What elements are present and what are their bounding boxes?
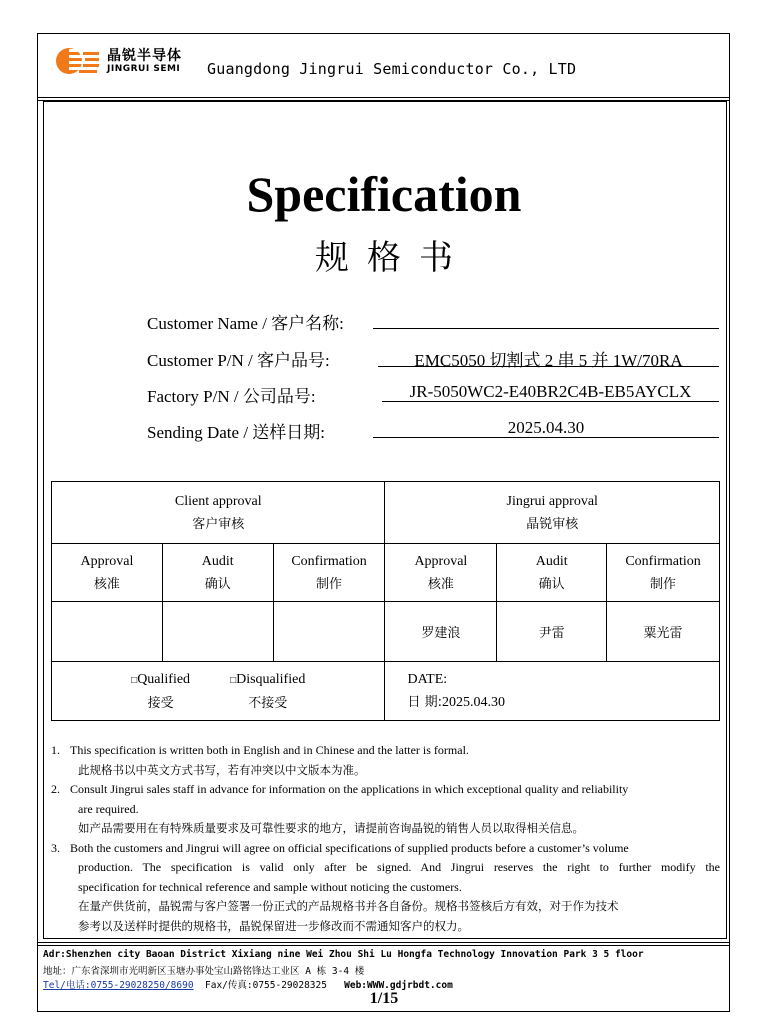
qualified-checkbox[interactable]: □: [131, 674, 138, 686]
factory-pn-label: Factory P/N / 公司品号:: [147, 387, 316, 406]
signature-cell: 罗建浪: [385, 602, 497, 662]
col-audit-jingrui: Audit 确认: [497, 544, 607, 602]
customer-name-label: Customer Name / 客户名称:: [147, 314, 344, 333]
client-approval-header: Client approval 客户审核: [52, 482, 385, 544]
footer-fax: Fax/传真:0755-29028325: [205, 980, 327, 991]
footer-contacts: [43, 977, 453, 991]
doc-title: Specification: [246, 166, 522, 222]
header: [55, 44, 182, 78]
col-confirmation-client: Confirmation 制作: [273, 544, 385, 602]
footer-divider: [37, 942, 730, 943]
customer-name-line: [373, 328, 719, 329]
approval-table: [51, 481, 720, 721]
company-name: Guangdong Jingrui Semiconductor Co., LTD: [207, 60, 577, 78]
customer-pn-value: EMC5050 切割式 2 串 5 并 1W/70RA: [414, 351, 683, 370]
approval-date: 2025.04.30: [442, 695, 505, 710]
note-2: 2. Consult Jingrui sales staff in advance for information on the applications in which exceptional quality and reliability are required. 如产品需要用在有特殊质量要求及可靠性要求的地方，请提前咨询晶锐的销售人员以取得相关信息。: [51, 782, 629, 835]
signature-cell: [273, 602, 385, 662]
footer-divider: [37, 945, 730, 946]
logo-en-text: JINGRUI SEMI: [107, 63, 181, 74]
notes: [51, 741, 720, 936]
signature-cell: [162, 602, 273, 662]
sending-date-label: Sending Date / 送样日期:: [147, 423, 326, 442]
customer-pn-label: Customer P/N / 客户品号:: [147, 351, 330, 370]
footer-tel-link[interactable]: Tel/电话:0755-29028250/8690: [43, 980, 194, 991]
logo-cn-text: 晶锐半导体: [107, 47, 182, 64]
signature-cell: [52, 602, 163, 662]
qualification-cell: [52, 662, 385, 721]
note-1: 1. This specification is written both in English and in Chinese and the latter is formal. 此规格书以中英文方式书写，若有冲突以中文版本为准。: [51, 743, 469, 777]
signature-cell: 尹雷: [497, 602, 607, 662]
signature-cell: 粟光雷: [607, 602, 720, 662]
page-number: 1/15: [369, 990, 399, 1007]
col-audit-client: Audit 确认: [162, 544, 273, 602]
col-confirmation-jingrui: Confirmation 制作: [607, 544, 720, 602]
col-approval-client: Approval 核准: [52, 544, 163, 602]
qualified-option[interactable]: □Qualified 接受: [131, 671, 191, 711]
logo-icon: [55, 46, 101, 76]
disqualified-option[interactable]: □Disqualified 不接受: [230, 671, 306, 711]
header-divider: [37, 97, 730, 98]
doc-subtitle: 规格书: [315, 238, 471, 278]
footer-web: Web:WWW.gdjrbdt.com: [344, 980, 453, 991]
footer-address-cn: 地址：广东省深圳市光明新区玉塘办事处宝山路铭锋达工业区 A 栋 3-4 楼: [43, 966, 365, 977]
date-cell: DATE: 日 期:2025.04.30: [385, 662, 720, 721]
disqualified-checkbox[interactable]: □: [230, 674, 237, 686]
note-3: 3. Both the customers and Jingrui will agree on official specifications of supplied products before a customer’s volume production. The specification is valid only after be signed. And Jingrui reserves the right to further modify the specification for technical reference and sample without noticing the customers. 在量产供货前，晶锐需与客户签署一份正式的产品规格书并各自备份。规格书签核后方有效，对于作为技术 参考以及送样时提供的规格书，晶锐保留进一步修改而不需通知客户的权力。: [51, 840, 720, 933]
jingrui-approval-header: Jingrui approval 晶锐审核: [385, 482, 720, 544]
factory-pn-value: JR-5050WC2-E40BR2C4B-EB5AYCLX: [409, 382, 692, 401]
col-approval-jingrui: Approval 核准: [385, 544, 497, 602]
sending-date-value: 2025.04.30: [507, 418, 585, 437]
footer-address-en: Adr:Shenzhen city Baoan District Xixiang nine Wei Zhou Shi Lu Hongfa Technology Innovation Park 3 5 floor: [43, 949, 644, 960]
company-logo: [55, 46, 182, 76]
